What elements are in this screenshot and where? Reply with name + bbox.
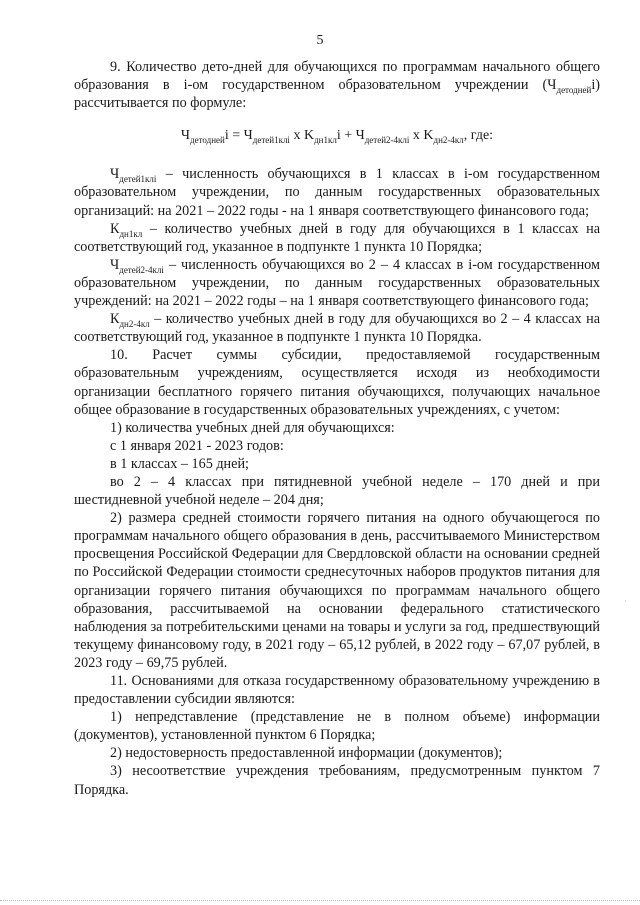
item-10-1-period: с 1 января 2021 - 2023 годов: bbox=[110, 437, 284, 454]
page-bottom-edge bbox=[0, 900, 640, 901]
item-10-2: 2) размера средней стоимости горячего питания на одного обучающегося по программам начального общего образования в день, рассчитываемого Министерством просвещения Российской Федерации для Свердловской области на основании средней по Российской Федерации стоимости среднесуточных наборов продуктов питания для организации горячего питания обучающихся по программам начального общего образования, рассчитываемой на основании федерального статистического наблюдения за потребительскими ценами на товары и услуги за год, предшествующий текущему финансовому году, в 2021 году – 65,12 рублей, в 2022 году – 67,07 рублей, в 2023 году – 69,75 рублей. bbox=[74, 510, 600, 671]
document-body bbox=[74, 58, 600, 799]
item-11-2: 2) недостоверность предоставленной информации (документов); bbox=[110, 745, 503, 762]
item-10-1: 1) количества учебных дней для обучающихся: bbox=[110, 419, 395, 436]
definition-children-grade1: $Ч_{детей1клi}$ – численность обучающихся в 1 классах в i-ом государственном образовательном учреждении, по данным государственных образовательных организаций: на 2021 – 2022 годы - на 1 января соответствующего финансового года; bbox=[74, 166, 600, 219]
item-11-3: 3) несоответствие учреждения требованиям, предусмотренным пунктом 7 Порядка. bbox=[74, 763, 600, 798]
paragraph-10: 10. Расчет суммы субсидии, предоставляемой государственным образовательным учреждениям, осуществляется исходя из необходимости организации бесплатного горячего питания обучающихся, получающих начальное общее образование в государственных образовательных учреждениях, с учетом: bbox=[74, 347, 600, 418]
item-10-1-grade1: в 1 классах – 165 дней; bbox=[110, 455, 249, 472]
item-10-1-grade2-4: во 2 – 4 классах при пятидневной учебной неделе – 170 дней и при шестидневной учебной неделе – 204 дня; bbox=[74, 473, 600, 509]
paragraph-9: 9. Количество дето-дней для обучающихся по программам начального общего образования в i-ом государственном образовательном учреждении $(Ч_{детодней}i)$ рассчитывается по формуле: bbox=[74, 59, 600, 112]
definition-days-grade1: $К_{дн1кл}$ – количество учебных дней в году для обучающихся в 1 классах на соответствующий год, указанное в подпункте 1 пункта 10 Порядка; bbox=[74, 220, 600, 255]
paragraph-11: 11. Основаниями для отказа государственному образовательному учреждению в предоставлении субсидии являются: bbox=[74, 673, 600, 708]
item-11-1: 1) непредставление (представление не в полном объеме) информации (документов), установленной пунктом 6 Порядка; bbox=[74, 709, 600, 744]
definition-days-grade2-4: $К_{дн2-4кл}$ – количество учебных дней в году для обучающихся во 2 – 4 классах на соответствующий год, указанное в подпункте 1 пункта 10 Порядка. bbox=[74, 311, 600, 346]
scan-speck: · bbox=[624, 597, 627, 606]
subscript: детодней bbox=[556, 84, 592, 95]
formula: $Ч_{детодней}i = Ч_{детей1клi}$ x $K_{дн1кл}i + Ч_{детей2-4клi}$ x $K_{дн2-4кл}$, где: bbox=[180, 128, 494, 146]
page-number: 5 bbox=[316, 33, 324, 48]
definition-children-grade2-4: $Ч_{детей2-4клi}$ – численность обучающихся во 2 – 4 классах в i-ом государственном образовательном учреждении, по данным государственных образовательных учреждений: на 2021 – 2022 годы – на 1 января соответствующего финансового года; bbox=[74, 256, 600, 310]
